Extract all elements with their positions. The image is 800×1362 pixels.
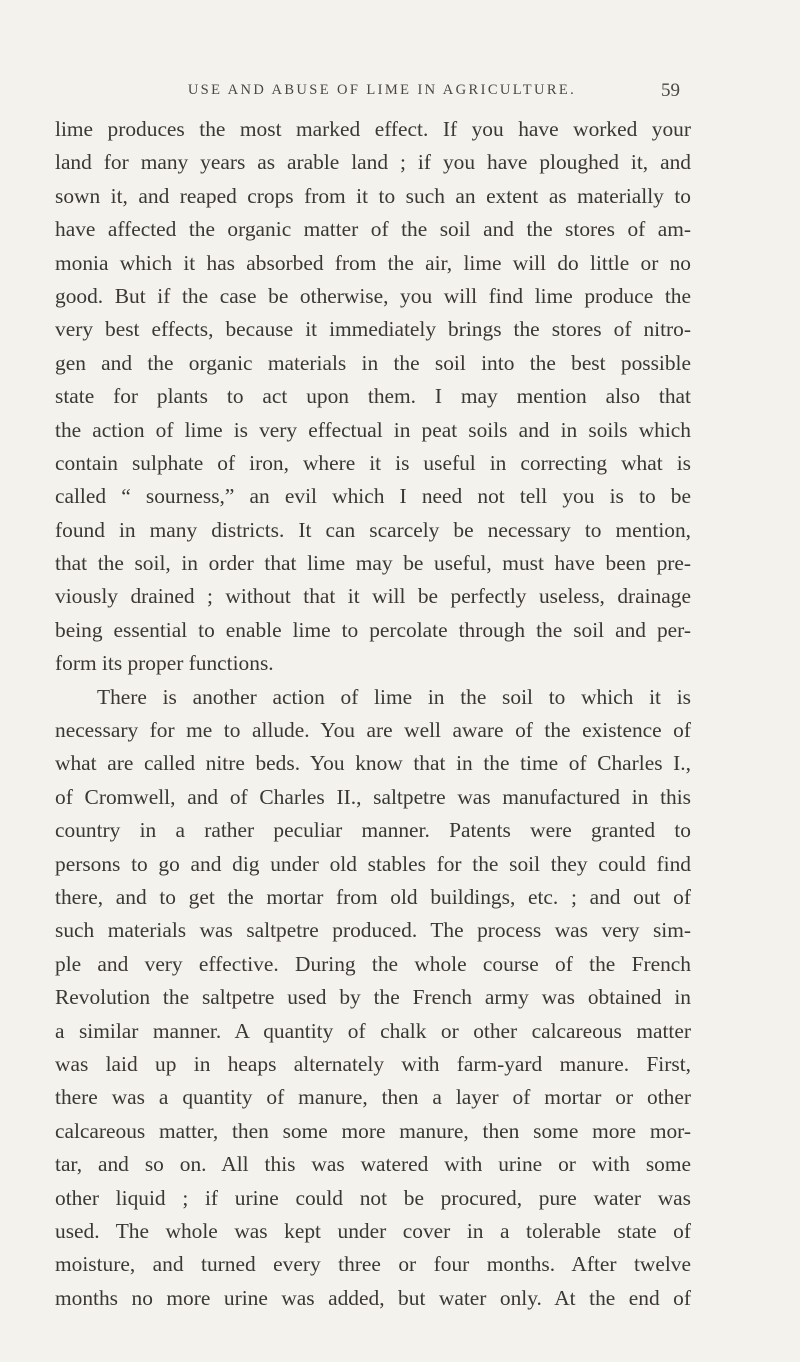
page-number: 59	[661, 80, 680, 101]
text-line: persons to go and dig under old stables for the soil they could find	[55, 851, 691, 876]
text-line: country in a rather peculiar manner. Patents were granted to	[55, 818, 691, 843]
text-line: moisture, and turned every three or four months. After twelve	[55, 1252, 691, 1277]
text-line: months no more urine was added, but water only. At the end of	[55, 1285, 691, 1310]
text-line: land for many years as arable land ; if you have ploughed it, and	[55, 150, 691, 175]
text-line: the action of lime is very effectual in peat soils and in soils which	[55, 417, 691, 442]
text-line: form its proper functions.	[55, 651, 274, 676]
text-line: that the soil, in order that lime may be useful, must have been pre-	[55, 551, 691, 576]
text-line: such materials was saltpetre produced. The process was very sim-	[55, 918, 691, 943]
text-line: gen and the organic materials in the soil into the best possible	[55, 350, 691, 375]
text-line: sown it, and reaped crops from it to such an extent as materially to	[55, 183, 691, 208]
text-line: ple and very effective. During the whole course of the French	[55, 951, 691, 976]
text-line: being essential to enable lime to percolate through the soil and per-	[55, 617, 691, 642]
running-title: USE AND ABUSE OF LIME IN AGRICULTURE.	[187, 82, 577, 98]
text-line: necessary for me to allude. You are well aware of the existence of	[55, 718, 691, 743]
body-text	[55, 113, 691, 1315]
text-line: good. But if the case be otherwise, you will find lime produce the	[55, 283, 691, 308]
text-line: contain sulphate of iron, where it is useful in correcting what is	[55, 450, 691, 475]
text-line: there was a quantity of manure, then a layer of mortar or other	[55, 1085, 691, 1110]
text-line: found in many districts. It can scarcely be necessary to mention,	[55, 517, 691, 542]
text-line: There is another action of lime in the soil to which it is	[97, 684, 691, 709]
text-line: Revolution the saltpetre used by the French army was obtained in	[55, 985, 691, 1010]
text-line: state for plants to act upon them. I may mention also that	[55, 384, 691, 409]
text-line: of Cromwell, and of Charles II., saltpetre was manufactured in this	[55, 784, 691, 809]
text-line: calcareous matter, then some more manure, then some more mor-	[55, 1118, 691, 1143]
text-line: lime produces the most marked effect. If you have worked your	[55, 117, 691, 141]
text-line: used. The whole was kept under cover in a tolerable state of	[55, 1218, 691, 1243]
text-line: was laid up in heaps alternately with farm-yard manure. First,	[55, 1051, 691, 1076]
text-line: have affected the organic matter of the soil and the stores of am-	[55, 217, 691, 242]
text-line: monia which it has absorbed from the air, lime will do little or no	[55, 250, 691, 275]
text-line: other liquid ; if urine could not be procured, pure water was	[55, 1185, 691, 1210]
text-line: called “ sourness,” an evil which I need not tell you is to be	[55, 484, 691, 509]
text-line: tar, and so on. All this was watered with urine or with some	[55, 1152, 691, 1177]
text-line: viously drained ; without that it will be perfectly useless, drainage	[55, 584, 691, 609]
text-line: very best effects, because it immediately brings the stores of nitro-	[55, 317, 691, 342]
text-line: a similar manner. A quantity of chalk or other calcareous matter	[55, 1018, 691, 1043]
running-head	[152, 82, 680, 106]
text-line: what are called nitre beds. You know that in the time of Charles I.,	[55, 751, 691, 776]
text-line: there, and to get the mortar from old buildings, etc. ; and out of	[55, 884, 691, 909]
